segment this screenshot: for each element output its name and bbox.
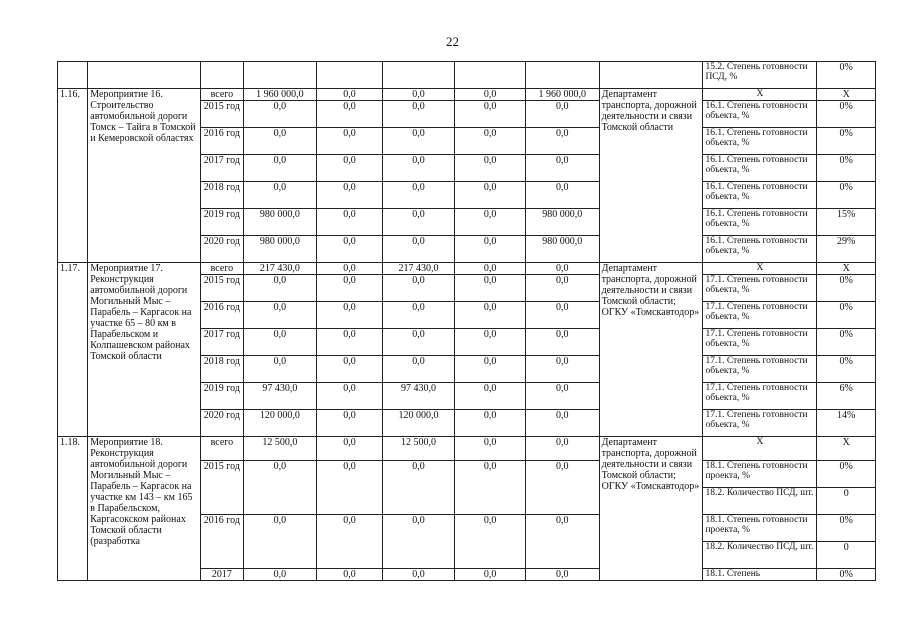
value-cell: 0,0 [317,515,383,569]
indicator-value: 0% [817,128,876,155]
value-cell: 0,0 [382,209,455,236]
value-cell: 0,0 [525,182,599,209]
year-cell: 2020 год [201,236,243,263]
indicator-value: 0% [817,302,876,329]
year-cell: 2016 год [201,128,243,155]
value-cell: 0,0 [525,383,599,410]
value-cell: 0,0 [317,155,383,182]
value-cell: 980 000,0 [243,209,317,236]
indicator-value: Х [817,437,876,461]
value-cell: 0,0 [243,275,317,302]
value-cell: 0,0 [317,302,383,329]
value-cell: 0,0 [525,515,599,569]
value-cell: 0,0 [317,89,383,101]
table-row [58,62,876,89]
year-cell: 2015 год [201,275,243,302]
value-cell: 0,0 [382,569,455,581]
value-cell: 0,0 [455,209,526,236]
year-cell: всего [201,437,243,461]
value-cell: 0,0 [317,569,383,581]
value-cell: 0,0 [525,329,599,356]
value-cell: 0,0 [455,128,526,155]
value-cell: 0,0 [525,302,599,329]
indicator-value: 0% [817,62,876,89]
value-cell: 0,0 [525,569,599,581]
value-cell: 0,0 [243,569,317,581]
indicator-cell: 16.1. Степень готовности объекта, % [703,155,817,182]
indicator-cell: Х [703,89,817,101]
value-cell: 0,0 [382,236,455,263]
value-cell: 0,0 [243,356,317,383]
indicator-cell: 18.1. Степень готовности проекта, % [703,515,817,542]
value-cell: 12 500,0 [243,437,317,461]
value-cell: 0,0 [525,155,599,182]
year-cell: 2018 год [201,356,243,383]
year-cell: 2019 год [201,209,243,236]
value-cell: 0,0 [525,263,599,275]
value-cell: 0,0 [317,209,383,236]
year-cell: 2017 [201,569,243,581]
value-cell: 0,0 [243,182,317,209]
value-cell: 0,0 [317,101,383,128]
value-cell: 1 960 000,0 [525,89,599,101]
year-cell: 2019 год [201,383,243,410]
value-cell: 0,0 [525,101,599,128]
value-cell: 0,0 [243,101,317,128]
indicator-cell: 17.1. Степень готовности объекта, % [703,410,817,437]
value-cell: 0,0 [382,515,455,569]
value-cell: 0,0 [243,128,317,155]
value-cell: 0,0 [455,437,526,461]
value-cell: 0,0 [317,128,383,155]
value-cell: 0,0 [525,410,599,437]
indicator-value: 0% [817,155,876,182]
indicator-value: 0% [817,182,876,209]
indicator-cell: 17.1. Степень готовности объекта, % [703,275,817,302]
value-cell: 0,0 [243,155,317,182]
year-cell: всего [201,263,243,275]
indicator-cell: 17.1. Степень готовности объекта, % [703,383,817,410]
indicator-value: 0% [817,569,876,581]
indicator-cell: 18.1. Степень [703,569,817,581]
indicator-cell: 18.1. Степень готовности проекта, % [703,461,817,488]
value-cell: 0,0 [243,302,317,329]
measure-name: Мероприятие 18. Реконструкция автомобильной дороги Могильный Мыс – Парабель – Каргасок на участке км 143 – км 165 в Парабельском, Каргасокском районах Томской области (разработка [88,437,201,581]
indicator-cell: 17.1. Степень готовности объекта, % [703,356,817,383]
indicator-cell: Х [703,437,817,461]
value-cell: 0,0 [317,461,383,515]
value-cell: 1 960 000,0 [243,89,317,101]
year-cell: 2020 год [201,410,243,437]
year-cell: 2018 год [201,182,243,209]
indicator-cell: 16.1. Степень готовности объекта, % [703,101,817,128]
executor-cell: Департамент транспорта, дорожной деятельности и связи Томской области; ОГКУ «Томскавтодор» [599,437,703,581]
indicator-cell: 17.1. Степень готовности объекта, % [703,302,817,329]
value-cell: 0,0 [317,182,383,209]
year-cell: 2015 год [201,101,243,128]
executor-cell: Департамент транспорта, дорожной деятельности и связи Томской области [599,89,703,263]
indicator-value: 0 [817,488,876,515]
value-cell: 0,0 [382,329,455,356]
value-cell: 0,0 [243,329,317,356]
value-cell: 120 000,0 [382,410,455,437]
indicator-value: 0% [817,101,876,128]
value-cell: 217 430,0 [243,263,317,275]
value-cell: 0,0 [455,263,526,275]
measures-table [57,61,876,581]
value-cell: 0,0 [455,356,526,383]
indicator-cell: 16.1. Степень готовности объекта, % [703,182,817,209]
indicator-cell: 16.1. Степень готовности объекта, % [703,236,817,263]
indicator-value: 0% [817,356,876,383]
value-cell: 217 430,0 [382,263,455,275]
value-cell: 0,0 [317,236,383,263]
value-cell: 0,0 [525,356,599,383]
value-cell: 0,0 [382,302,455,329]
indicator-value: 29% [817,236,876,263]
indicator-value: 0% [817,461,876,488]
value-cell: 0,0 [382,128,455,155]
indicator-value: 6% [817,383,876,410]
value-cell: 0,0 [382,275,455,302]
table-row [58,263,876,275]
indicator-value: 0% [817,329,876,356]
indicator-value: Х [817,263,876,275]
year-cell: 2016 год [201,302,243,329]
value-cell: 0,0 [455,383,526,410]
value-cell: 0,0 [317,437,383,461]
value-cell: 0,0 [455,236,526,263]
year-cell: 2017 год [201,155,243,182]
value-cell: 0,0 [455,101,526,128]
value-cell: 0,0 [317,383,383,410]
indicator-value: 14% [817,410,876,437]
measure-name: Мероприятие 16. Строительство автомобильной дороги Томск – Тайга в Томской и Кемеровской областях [88,89,201,263]
indicator-cell: 16.1. Степень готовности объекта, % [703,209,817,236]
measure-number: 1.16. [58,89,88,263]
year-cell: всего [201,89,243,101]
value-cell: 120 000,0 [243,410,317,437]
value-cell: 0,0 [525,461,599,515]
value-cell: 0,0 [382,101,455,128]
indicator-cell: 16.1. Степень готовности объекта, % [703,128,817,155]
indicator-value: 0% [817,515,876,542]
value-cell: 97 430,0 [243,383,317,410]
value-cell: 0,0 [455,302,526,329]
value-cell: 0,0 [455,569,526,581]
indicator-cell: 15.2. Степень готовности ПСД, % [703,62,817,89]
value-cell: 0,0 [317,356,383,383]
value-cell: 980 000,0 [525,209,599,236]
year-cell: 2016 год [201,515,243,569]
measure-name: Мероприятие 17. Реконструкция автомобильной дороги Могильный Мыс – Парабель – Каргасок на участке 65 – 80 км в Парабельском и Колпашевском районах Томской области [88,263,201,437]
indicator-value: 0% [817,275,876,302]
measure-number: 1.17. [58,263,88,437]
value-cell: 0,0 [243,515,317,569]
value-cell: 0,0 [382,182,455,209]
indicator-cell: 18.2. Количество ПСД, шт. [703,488,817,515]
indicator-cell: 17.1. Степень готовности объекта, % [703,329,817,356]
indicator-value: Х [817,89,876,101]
value-cell: 0,0 [455,89,526,101]
year-cell: 2017 год [201,329,243,356]
indicator-cell: 18.2. Количество ПСД, шт. [703,542,817,569]
value-cell: 0,0 [455,155,526,182]
value-cell: 980 000,0 [525,236,599,263]
table-row [58,437,876,461]
value-cell: 0,0 [317,263,383,275]
value-cell: 0,0 [455,329,526,356]
value-cell: 0,0 [317,410,383,437]
value-cell: 0,0 [455,182,526,209]
value-cell: 0,0 [455,461,526,515]
value-cell: 0,0 [455,275,526,302]
measure-number: 1.18. [58,437,88,581]
value-cell: 0,0 [455,410,526,437]
value-cell: 0,0 [317,329,383,356]
indicator-value: 15% [817,209,876,236]
value-cell: 980 000,0 [243,236,317,263]
executor-cell: Департамент транспорта, дорожной деятельности и связи Томской области; ОГКУ «Томскавтодор» [599,263,703,437]
value-cell: 0,0 [455,515,526,569]
table-row [58,89,876,101]
indicator-value: 0 [817,542,876,569]
value-cell: 97 430,0 [382,383,455,410]
indicator-cell: Х [703,263,817,275]
value-cell: 0,0 [243,461,317,515]
value-cell: 12 500,0 [382,437,455,461]
value-cell: 0,0 [382,356,455,383]
page-number: 22 [446,34,459,49]
value-cell: 0,0 [317,275,383,302]
value-cell: 0,0 [382,461,455,515]
year-cell: 2015 год [201,461,243,515]
value-cell: 0,0 [525,128,599,155]
value-cell: 0,0 [382,89,455,101]
value-cell: 0,0 [382,155,455,182]
value-cell: 0,0 [525,275,599,302]
value-cell: 0,0 [525,437,599,461]
